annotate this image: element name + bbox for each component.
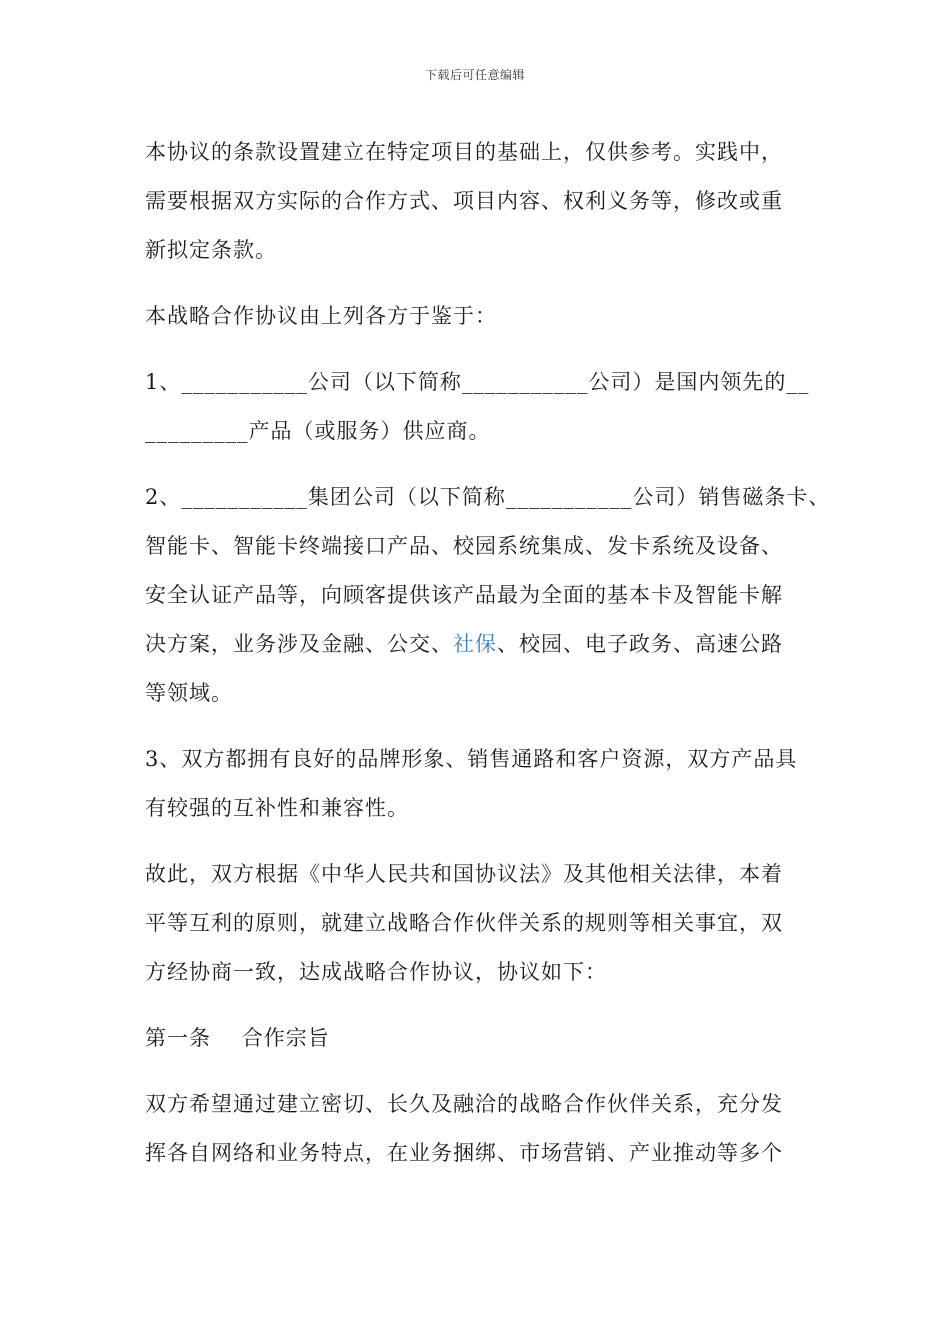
- item-3-line: 3、双方都拥有良好的品牌形象、销售通路和客户资源，双方产品具: [145, 747, 798, 771]
- intro-line: 需要根据双方实际的合作方式、项目内容、权利义务等，修改或重: [145, 189, 783, 213]
- therefore-line: 平等互利的原则，就建立战略合作伙伴关系的规则等相关事宜，双: [145, 911, 783, 935]
- item-3-line: 有较强的互补性和兼容性。: [145, 796, 409, 820]
- intro-paragraph: [145, 128, 817, 275]
- article-1-line: 挥各自网络和业务特点，在业务捆绑、市场营销、产业推动等多个: [145, 1141, 783, 1165]
- preamble-paragraph: [145, 292, 817, 341]
- therefore-line: 故此，双方根据《中华人民共和国协议法》及其他相关法律，本着: [145, 862, 783, 886]
- intro-line: 本协议的条款设置建立在特定项目的基础上，仅供参考。实践中，: [145, 140, 783, 164]
- article-1-heading: 第一条 合作宗旨: [145, 1026, 330, 1050]
- item-2-line: 安全认证产品等，向顾客提供该产品最为全面的基本卡及智能卡解: [145, 583, 783, 607]
- article-1-line: 双方希望通过建立密切、长久及融洽的战略合作伙伴关系，充分发: [145, 1092, 783, 1116]
- item-2-line-text: 、校园、电子政务、高速公路: [497, 632, 783, 656]
- item-1-line: 1、___________公司（以下简称___________公司）是国内领先的__: [145, 370, 810, 394]
- social-security-link[interactable]: 社保: [453, 632, 497, 656]
- therefore-line: 方经协商一致，达成战略合作协议，协议如下：: [145, 960, 607, 984]
- item-2-line: 2、___________集团公司（以下简称___________公司）销售磁条卡、: [145, 485, 831, 509]
- preamble-line: 本战略合作协议由上列各方于鉴于：: [145, 304, 497, 328]
- header-note: 下载后可任意编辑: [424, 68, 525, 82]
- item-2-line-text: 决方案，业务涉及金融、公交、: [145, 632, 453, 656]
- document-body: [145, 128, 831, 1195]
- item-1-paragraph: [145, 358, 817, 456]
- item-1-line: _________产品（或服务）供应商。: [145, 419, 491, 443]
- item-3-paragraph: [145, 735, 817, 833]
- item-2-line: 智能卡、智能卡终端接口产品、校园系统集成、发卡系统及设备、: [145, 534, 783, 558]
- intro-line: 新拟定条款。: [145, 238, 277, 262]
- therefore-paragraph: [145, 850, 817, 997]
- item-2-paragraph: [145, 473, 831, 718]
- item-2-line: [145, 620, 817, 669]
- item-2-line: 等领域。: [145, 681, 233, 705]
- article-1-paragraph: [145, 1080, 817, 1178]
